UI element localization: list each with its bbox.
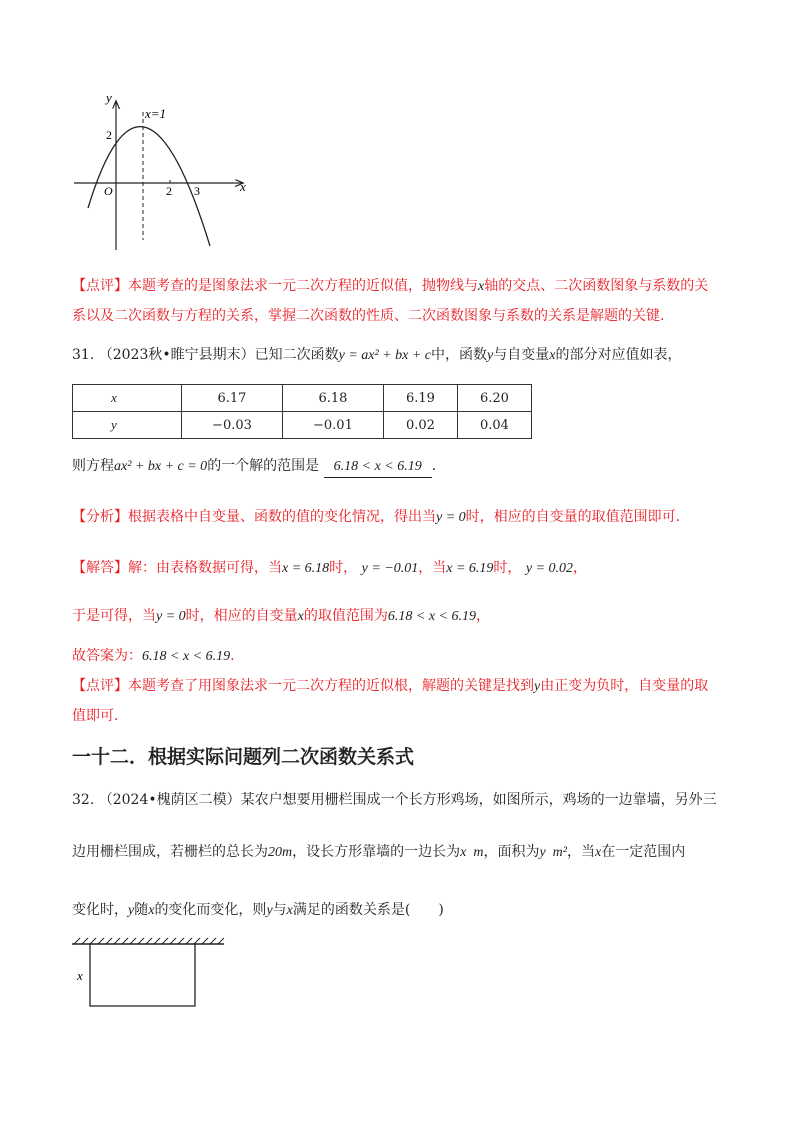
symmetry-label: x=1 (145, 106, 167, 121)
solution-line3: 故答案为：6.18 < x < 6.19. (72, 648, 235, 664)
coop-figure (70, 936, 230, 1010)
solution-line2: 于是可得，当y = 0时，相应的自变量x的取值范围为6.18 < x < 6.19， (72, 608, 490, 624)
tick-label-2y: 2 (106, 128, 112, 142)
parabola-graph (70, 88, 260, 263)
x-axis-label: x (240, 179, 246, 194)
q31-answer: 6.18 < x < 6.19 (324, 457, 432, 478)
comment1-line2: 系以及二次函数与方程的关系，掌握二次函数的性质、二次函数图象与系数的关系是解题的关键. (72, 308, 665, 324)
figure-x-label: x (77, 968, 83, 983)
q31-function: y = ax² + bx + c (338, 348, 432, 363)
comment2-line1: 【点评】本题考查了用图象法求一元二次方程的近似根，解题的关键是找到y由正变为负时，自变量的取 (72, 678, 709, 694)
solution-line1: 【解答】解：由表格数据可得，当x = 6.18时， y = −0.01，当x = 6.19时， y = 0.02， (72, 560, 588, 576)
tick-label-2x: 2 (166, 184, 172, 198)
section-heading: 一十二．根据实际问题列二次函数关系式 (72, 746, 415, 768)
fence-rectangle (90, 944, 195, 1006)
table-row: y −0.03 −0.01 0.02 0.04 (73, 412, 532, 439)
solution-tag: 【解答】 (72, 560, 128, 576)
value-table (72, 384, 532, 439)
y-axis-label: y (106, 90, 112, 105)
origin-label: O (104, 184, 113, 198)
table-row: x 6.17 6.18 6.19 6.20 (73, 385, 532, 412)
comment1-tag: 【点评】 (72, 278, 128, 294)
q31-stem: 31. （2023秋•睢宁县期末）已知二次函数y = ax² + bx + c中，函数y与自变量x的部分对应值如表， (72, 347, 682, 363)
tick-label-3x: 3 (194, 184, 200, 198)
comment2-line2: 值即可. (72, 708, 119, 724)
q32-line3: 变化时，y随x的变化而变化，则y与x满足的函数关系是( ) (72, 902, 444, 918)
comment2-tag: 【点评】 (72, 678, 128, 694)
analysis-tag: 【分析】 (72, 509, 128, 525)
q31-answer-line: 则方程ax² + bx + c = 0的一个解的范围是 6.18 < x < 6.19 . (72, 456, 436, 478)
analysis-line: 【分析】根据表格中自变量、函数的值的变化情况，得出当y = 0时，相应的自变量的取值范围即可. (72, 509, 681, 525)
wall-hatching (74, 938, 224, 944)
q32-line2: 边用栅栏围成，若栅栏的总长为20m，设长方形靠墙的一边长为x m，面积为y m²，当x在一定范围内 (72, 844, 686, 860)
comment1-line1: 【点评】本题考查的是图象法求一元二次方程的近似值，抛物线与x轴的交点、二次函数图象与系数的关 (72, 278, 709, 294)
q32-line1: 32. （2024•槐荫区二模）某农户想要用栅栏围成一个长方形鸡场，如图所示，鸡场的一边靠墙，另外三 (72, 792, 717, 808)
